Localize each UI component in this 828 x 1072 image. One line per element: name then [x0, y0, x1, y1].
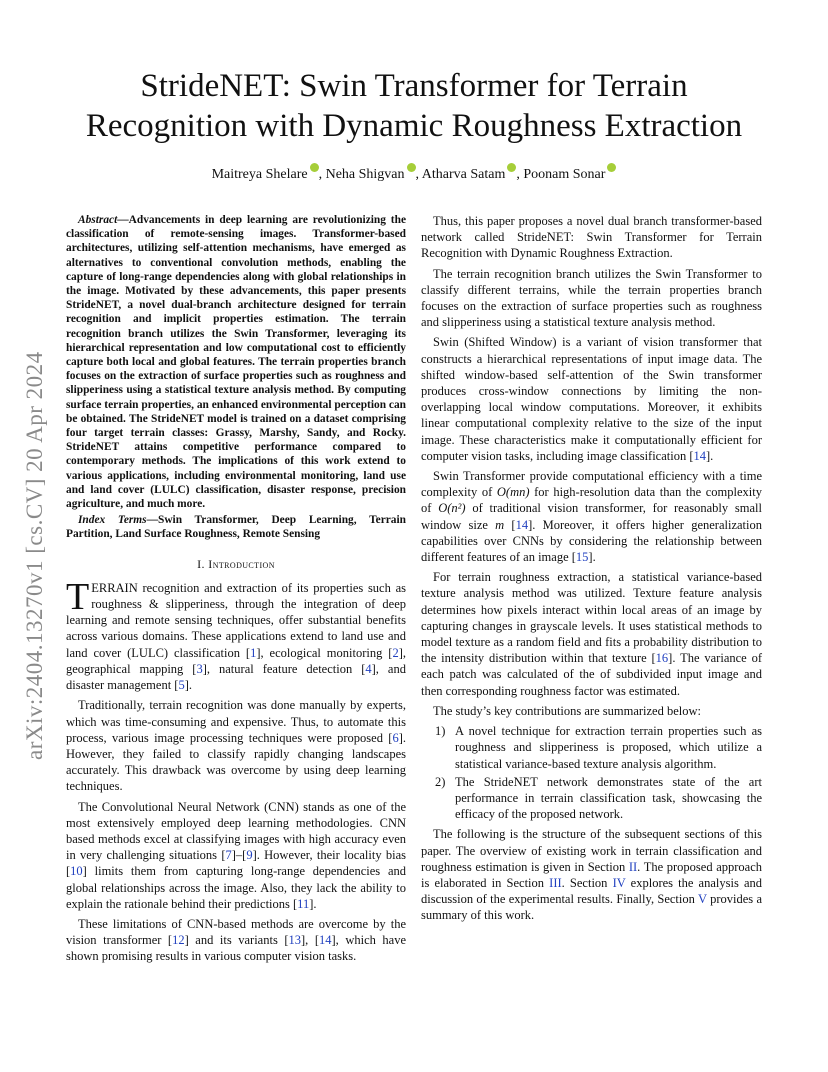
- citation-link[interactable]: 16: [655, 651, 669, 666]
- text: . The proposed approach is elaborated in Section: [421, 859, 763, 890]
- citation-link[interactable]: 1: [250, 645, 257, 660]
- text: ], natural feature detection [: [202, 661, 366, 676]
- citation-link[interactable]: 6: [392, 730, 399, 745]
- text: Swin (Shifted Window) is a variant of vision transformer that constructs a hierarchical representations of input image data. The shifted window-based self-attention of the Swin transformer produces cross-window connections by limiting the non-overlapping local window computations. Moreover, it exhibits linear computational complexity relative to the size of the input image. These characteristics make it computationally efficient for computer vision tasks, including image classification [: [421, 335, 762, 463]
- intro-paragraph-4: [66, 916, 406, 965]
- citation-link[interactable]: 14: [693, 448, 707, 463]
- text: Traditionally, terrain recognition was done manually by experts, which was time-consuming and expensive. Thus, to automate this process, various image processing techniques were proposed [: [66, 698, 406, 745]
- body-paragraph-4: [421, 468, 762, 565]
- drop-cap: T: [66, 575, 90, 618]
- citation-link[interactable]: 5: [178, 678, 185, 693]
- body-paragraph-7: [421, 826, 762, 923]
- citation-link[interactable]: 10: [70, 864, 83, 879]
- citation-link[interactable]: 4: [365, 661, 372, 676]
- math-expression: O(mn): [496, 485, 530, 500]
- index-terms-lead: Index Terms: [78, 514, 147, 527]
- text: Swin Transformer provide computational efficiency with a time complexity of: [421, 469, 762, 500]
- list-item: [421, 774, 762, 823]
- citation-link[interactable]: 13: [288, 933, 302, 948]
- text: ]. The variance of each patch was calculated of the of subdivided input image and then corresponding roughness factor was estimated.: [421, 651, 762, 698]
- paper-title: [60, 66, 768, 146]
- text: ].: [309, 896, 317, 911]
- author-name[interactable]: Neha Shigvan: [325, 167, 405, 182]
- text: provides a summary of this work.: [421, 892, 762, 923]
- citation-link[interactable]: 14: [319, 933, 332, 948]
- text: ] and its variants [: [184, 933, 289, 948]
- text: ERRAIN recognition and extraction of its properties such as roughness & slipperiness, through the integration of deep learning and remote sensing techniques, offer substantial benefits across various domains. These applications extend to land use and land cover (LULC) classification [: [66, 580, 406, 660]
- citation-link[interactable]: 11: [297, 896, 310, 911]
- text: [: [504, 517, 516, 532]
- body-paragraph-6: The study’s key contributions are summarized below:: [433, 703, 701, 718]
- list-text: The StrideNET network demonstrates state of the art performance in terrain classification task, showcasing the efficacy of the proposed network.: [455, 774, 762, 822]
- text: ], [: [301, 933, 320, 948]
- body-paragraph-5: [421, 569, 762, 699]
- text: These limitations of CNN-based methods are overcome by the vision transformer [: [66, 916, 406, 948]
- text: For terrain roughness extraction, a statistical variance-based texture analysis method was utilized. Texture feature analysis determines how pixels interact within local areas of an image by capturing changes in grayscale levels. It uses statistical methods to model texture as a random field and fits a probability distribution to the intensity distribution within that texture [: [421, 570, 762, 666]
- author-name[interactable]: Poonam Sonar: [523, 167, 606, 182]
- text: ]. However, they failed to classify rapidly changing landscapes accurately. This drawback was overcome by using deep learning techniques.: [66, 730, 406, 794]
- text: ]. However, their locality bias [: [66, 848, 406, 879]
- orcid-icon[interactable]: [507, 163, 516, 172]
- body-paragraph-3: [421, 334, 762, 464]
- text: ], geographical mapping [: [66, 645, 406, 676]
- orcid-icon[interactable]: [407, 163, 416, 172]
- left-column: [66, 213, 406, 965]
- intro-paragraph-2: [66, 697, 406, 794]
- text: ].: [706, 448, 714, 463]
- right-column: [421, 213, 762, 924]
- text: ], and disaster management [: [66, 661, 406, 693]
- orcid-icon[interactable]: [310, 163, 319, 172]
- text: explores the analysis and discussion of the experimental results. Finally, Section: [421, 875, 763, 907]
- arxiv-identifier: arXiv:2404.13270v1 [cs.CV] 20 Apr 2024: [22, 351, 47, 760]
- author-name[interactable]: Maitreya Shelare: [211, 167, 308, 182]
- index-terms-text: —Swin Transformer, Deep Learning, Terrain Partition, Land Surface Roughness, Remote Sensing: [66, 514, 406, 541]
- body-paragraph-2: The terrain recognition branch utilizes the Swin Transformer to classify different terrains, while the terrain properties branch focuses on the extraction of surface properties such as roughness and slipperiness using a statistical texture analysis method.: [421, 266, 762, 330]
- text: The Convolutional Neural Network (CNN) stands as one of the most extensively employed deep learning methodologies. CNN based methods excel at classifying images with high accuracy even in very challenging situations [: [66, 799, 406, 863]
- section-link[interactable]: V: [697, 892, 707, 907]
- text: ]. Moreover, it offers higher generalization capabilities over CNNs by considering the relationship between different features of an image [: [421, 517, 762, 565]
- citation-link[interactable]: 3: [196, 661, 203, 676]
- text: ].: [184, 678, 193, 693]
- contributions-list: [421, 723, 762, 822]
- body-paragraph-1: Thus, this paper proposes a novel dual branch transformer-based network called StrideNET: Swin Transformer for Terrain Recognition with Dynamic Roughness Extraction.: [421, 214, 762, 261]
- intro-paragraph-1: [66, 575, 406, 693]
- citation-link[interactable]: 9: [246, 848, 253, 863]
- math-expression: O(n²): [438, 501, 466, 516]
- citation-link[interactable]: 2: [392, 645, 399, 660]
- title-line-2: Recognition with Dynamic Roughness Extraction: [85, 108, 743, 144]
- text: ], which have shown promising results in various computer vision tasks.: [66, 933, 407, 964]
- index-terms: [66, 513, 406, 541]
- list-text: A novel technique for extraction terrain properties such as roughness and slipperiness is proposed, which utilize a statistical variance-based texture analysis algorithm.: [455, 724, 762, 771]
- intro-paragraph-3: [66, 799, 406, 912]
- abstract-text: —Advancements in deep learning are revolutionizing the classification of remote-sensing images. Transformer-based architectures, utilizing self-attention mechanisms, have emerged as alternatives to conventional convolution methods, enabling the capture of long-range dependencies along with global relationships in the image. Motivated by these advancements, this paper presents StrideNET, a novel dual-branch architecture designed for terrain recognition and implicit properties estimation. The terrain recognition branch utilizes the Swin Transformer, leveraging its hierarchical representation and low computational cost to efficiently capture both local and global features. The terrain properties branch focuses on the extraction of surface properties such as roughness and slipperiness using a statistical texture analysis method. By computing surface terrain properties, an enhanced environmental perception can be obtained. The StrideNET model is trained on a dataset comprising four target terrain classes: Grassy, Marshy, Sandy, and Rocky. StrideNET attains competitive performance compared to contemporary methods. The implications of this work extend to various applications, including environmental monitoring, land use and land cover (LULC) classification, disaster response, precision agriculture, and much more.: [66, 214, 406, 511]
- orcid-icon[interactable]: [607, 163, 616, 172]
- list-number: 2): [435, 774, 446, 789]
- text: for high-resolution data than the complexity of: [421, 485, 762, 516]
- list-number: 1): [435, 724, 446, 739]
- author-list: Maitreya Shelare , Neha Shigvan , Atharva Satam , Poonam Sonar: [60, 163, 768, 184]
- citation-link[interactable]: 14: [515, 517, 529, 532]
- math-expression: m: [495, 517, 505, 532]
- text: ], ecological monitoring [: [256, 645, 393, 660]
- title-line-1: StrideNET: Swin Transformer for Terrain: [140, 68, 688, 104]
- text: of traditional vision transformer, for reasonably small window size: [421, 501, 762, 532]
- section-link[interactable]: IV: [612, 875, 626, 890]
- text: ] limits them from capturing long-range dependencies and global relationships across the image. Also, they lack the ability to explain the rationale behind their predictions [: [66, 864, 406, 911]
- text: ]–[: [231, 848, 247, 863]
- text: . Section: [561, 875, 613, 890]
- author-name[interactable]: Atharva Satam: [421, 167, 506, 182]
- citation-link[interactable]: 15: [575, 550, 589, 565]
- section-link[interactable]: II: [628, 859, 638, 874]
- section-link[interactable]: III: [549, 875, 562, 890]
- text: The following is the structure of the subsequent sections of this paper. The overview of existing work in terrain classification and roughness estimation is given in Section: [421, 827, 762, 874]
- abstract-lead: Abstract: [78, 214, 118, 226]
- section-heading-introduction: I. Introduction: [197, 556, 275, 571]
- list-item: [421, 723, 762, 772]
- abstract: [66, 213, 406, 511]
- citation-link[interactable]: 7: [225, 848, 232, 863]
- citation-link[interactable]: 12: [172, 933, 185, 948]
- text: ].: [588, 550, 596, 565]
